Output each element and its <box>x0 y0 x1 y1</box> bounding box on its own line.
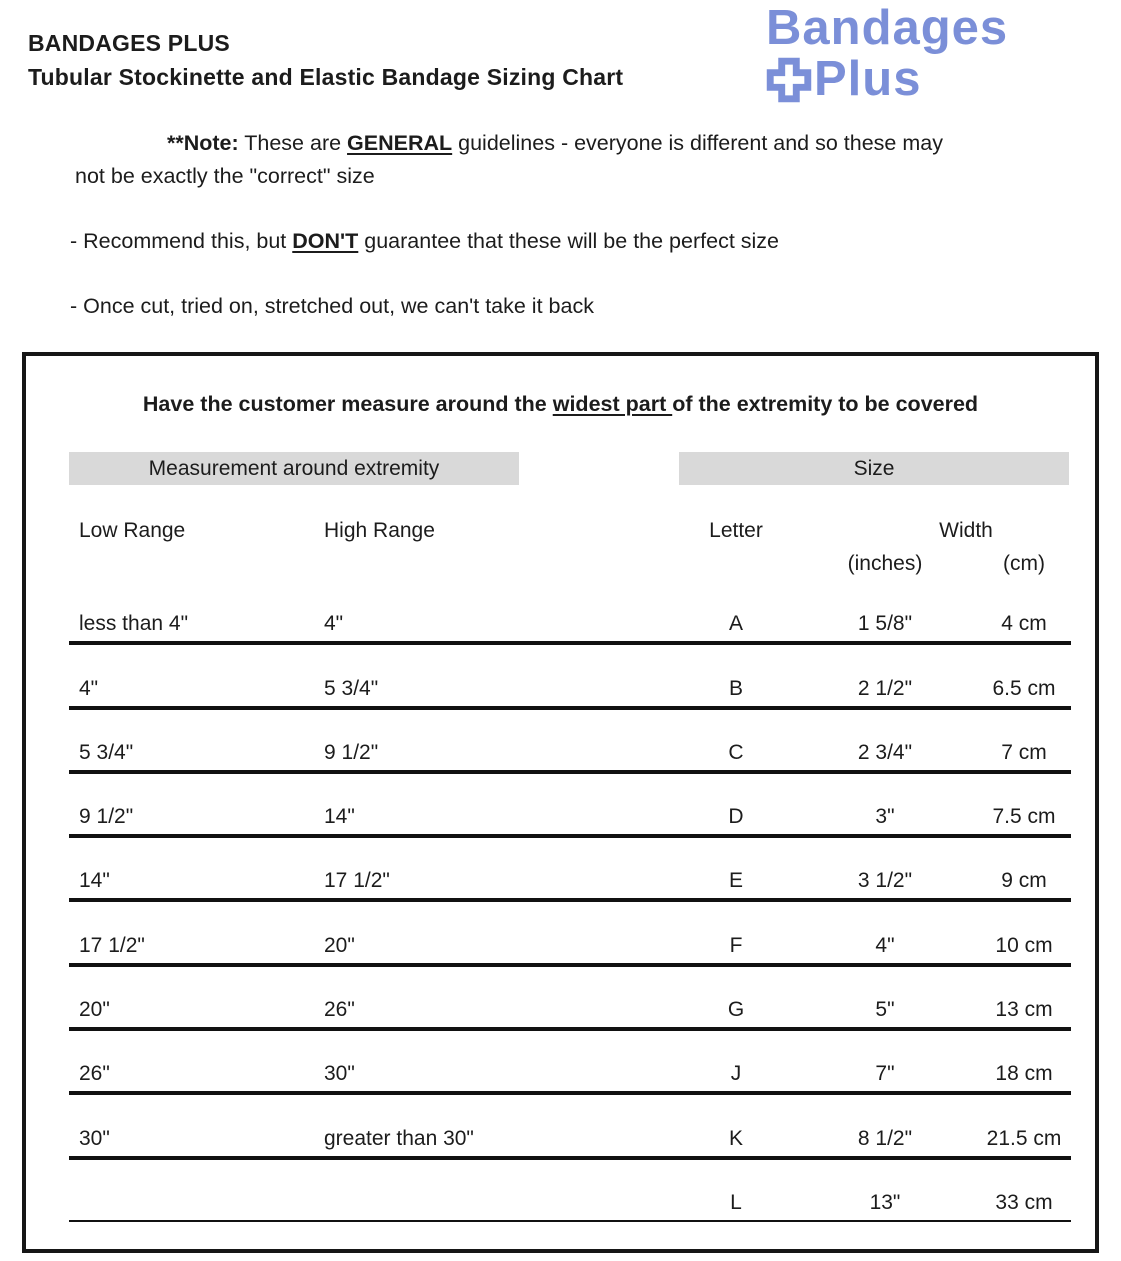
table-caption <box>26 392 1095 417</box>
cell-width-cm: 10 cm <box>995 933 1053 957</box>
table-row <box>69 1160 1071 1222</box>
bandages-plus-logo <box>766 1 1009 106</box>
table-row <box>69 902 1071 966</box>
cell-size-letter: F <box>729 933 743 957</box>
table-row <box>69 838 1071 902</box>
cell-high-range: 26" <box>324 998 355 1022</box>
cell-size-letter: L <box>730 1190 742 1214</box>
table-row <box>69 1031 1071 1095</box>
col-header-high-range: High Range <box>324 519 435 542</box>
cell-size-letter: E <box>728 869 743 893</box>
note-emphasis-dont: DON'T <box>292 229 359 253</box>
group-header-measurement: Measurement around extremity <box>69 452 519 485</box>
table-row <box>69 581 1071 645</box>
cell-low-range: 20" <box>79 998 110 1022</box>
cell-high-range: 14" <box>324 805 355 829</box>
cell-high-range: 30" <box>324 1062 355 1086</box>
col-header-width: Width <box>939 519 993 542</box>
cell-size-letter: B <box>728 676 743 700</box>
cell-low-range: 17 1/2" <box>79 933 145 957</box>
cell-low-range: 14" <box>79 869 110 893</box>
note-emphasis-general: GENERAL <box>347 131 453 155</box>
cell-width-cm: 33 cm <box>995 1190 1053 1214</box>
cell-high-range: 17 1/2" <box>324 869 390 893</box>
col-header-cm: (cm) <box>1003 552 1045 575</box>
caption-text: Have the customer measure around the <box>142 392 553 416</box>
cell-width-inches: 8 1/2" <box>857 1126 913 1150</box>
cell-high-range: 9 1/2" <box>324 740 379 764</box>
note-text: - Recommend this, but <box>70 229 293 253</box>
cell-width-inches: 1 5/8" <box>857 612 913 636</box>
cell-high-range: 4" <box>324 612 344 636</box>
table-row <box>69 645 1071 709</box>
cell-size-letter: C <box>728 740 744 764</box>
cell-width-cm: 4 cm <box>1001 612 1047 636</box>
note-text: guidelines - everyone is different and so these may <box>452 131 943 155</box>
cell-width-cm: 7.5 cm <box>992 805 1056 829</box>
table-row <box>69 774 1071 838</box>
note-text: These are <box>238 131 348 155</box>
company-name: BANDAGES PLUS <box>28 30 230 56</box>
cell-width-inches: 4" <box>875 933 895 957</box>
cell-width-inches: 2 3/4" <box>857 740 913 764</box>
cell-size-letter: G <box>727 998 745 1022</box>
note-text: guarantee that these will be the perfect size <box>358 229 779 253</box>
cell-low-range: 4" <box>79 676 99 700</box>
cell-width-cm: 7 cm <box>1001 740 1047 764</box>
caption-text: of the extremity to be covered <box>672 392 979 416</box>
cell-low-range: 26" <box>79 1062 110 1086</box>
cell-low-range: 9 1/2" <box>79 805 134 829</box>
note-label: **Note: <box>167 131 239 155</box>
cell-high-range: 20" <box>324 933 355 957</box>
table-row <box>69 710 1071 774</box>
table-row <box>69 1095 1071 1159</box>
cell-width-cm: 9 cm <box>1001 869 1047 893</box>
caption-emphasis-widest-part: widest part <box>552 392 673 416</box>
cell-size-letter: D <box>728 805 744 829</box>
cell-width-inches: 2 1/2" <box>857 676 913 700</box>
cell-width-cm: 13 cm <box>995 998 1053 1022</box>
logo-bandages-text: Bandages <box>766 1 1009 55</box>
document-title: Tubular Stockinette and Elastic Bandage Sizing Chart <box>28 64 624 90</box>
col-header-inches: (inches) <box>847 552 923 575</box>
cell-high-range: 5 3/4" <box>324 676 379 700</box>
cell-width-cm: 6.5 cm <box>992 676 1056 700</box>
cell-width-inches: 13" <box>869 1190 901 1214</box>
note-recommend <box>70 228 779 255</box>
group-header-size: Size <box>679 452 1069 485</box>
cell-low-range: 5 3/4" <box>79 740 134 764</box>
medical-cross-icon <box>766 57 812 103</box>
cell-width-inches: 7" <box>875 1062 895 1086</box>
note-once-cut: - Once cut, tried on, stretched out, we can't take it back <box>70 294 594 318</box>
note-general-line2: not be exactly the "correct" size <box>75 164 375 188</box>
cell-width-cm: 21.5 cm <box>986 1126 1062 1150</box>
cell-width-inches: 5" <box>875 998 895 1022</box>
cell-width-cm: 18 cm <box>995 1062 1053 1086</box>
cell-low-range: less than 4" <box>79 612 189 636</box>
note-general-line1 <box>167 130 943 157</box>
cell-low-range: 30" <box>79 1126 110 1150</box>
cell-size-letter: J <box>730 1062 742 1086</box>
sizing-table-box <box>22 352 1099 1253</box>
col-header-low-range: Low Range <box>79 519 186 542</box>
cell-width-inches: 3" <box>875 805 895 829</box>
cell-width-inches: 3 1/2" <box>857 869 913 893</box>
logo-plus-text: Plus <box>814 52 922 106</box>
cell-size-letter: A <box>728 612 743 636</box>
cell-size-letter: K <box>728 1126 743 1150</box>
table-rows <box>69 581 1071 1222</box>
table-row <box>69 967 1071 1031</box>
cell-high-range: greater than 30" <box>324 1126 474 1150</box>
col-header-letter: Letter <box>709 519 763 542</box>
